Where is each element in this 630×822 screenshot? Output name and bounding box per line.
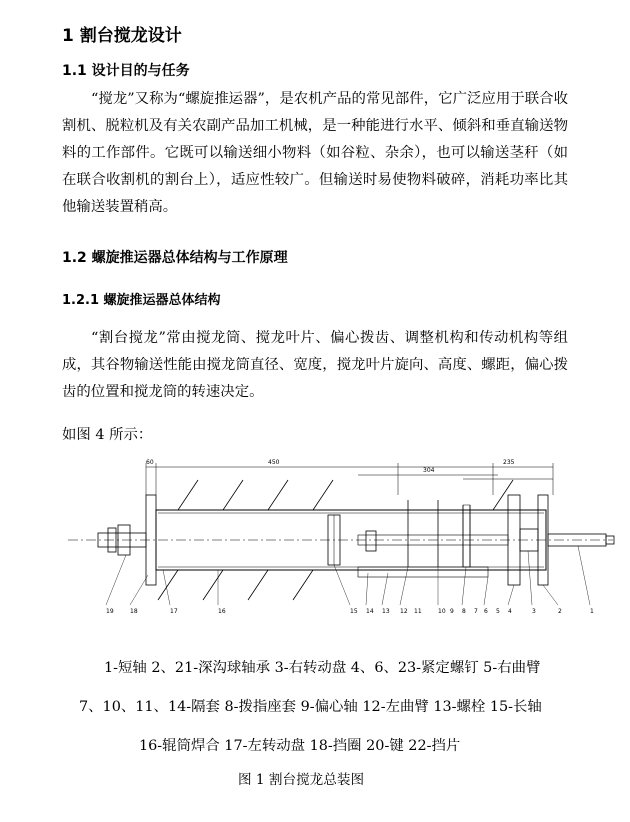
dimension-450: 450 bbox=[268, 459, 280, 466]
dimension-235: 235 bbox=[503, 459, 515, 466]
paragraph-structure: “割台搅龙”常由搅龙筒、搅龙叶片、偏心拨齿、调整机构和传动机构等组成，其谷物输送性能由搅龙筒直径、宽度，搅龙叶片旋向、高度、螺距，偏心拨齿的位置和搅龙筒的转速决定。 bbox=[62, 330, 568, 400]
part-number-label: 11 bbox=[414, 608, 422, 615]
figure-legend-line-3: 16-辊筒焊合 17-左转动盘 18-挡圈 20-键 22-挡片 bbox=[139, 738, 461, 754]
figure-caption: 图 1 割台搅龙总装图 bbox=[238, 772, 365, 788]
part-number-label: 5 bbox=[496, 608, 500, 615]
part-number-label: 12 bbox=[400, 608, 408, 615]
part-number-label: 18 bbox=[130, 608, 138, 615]
part-number-label: 3 bbox=[532, 608, 536, 615]
part-number-label: 14 bbox=[366, 608, 374, 615]
dimension-304: 304 bbox=[423, 467, 435, 474]
paragraph-design-purpose: “搅龙”又称为“螺旋推运器”，是农机产品的常见部件，它广泛应用于联合收割机、脱粒机及有关农副产品加工机械，是一种能进行水平、倾斜和垂直输送物料的工作部件。它既可以输送细小物料（如谷粒、杂余），也可以输送茎秆（如在联合收割机的割台上），适应性较广。但输送时易使物料破碎，消耗功率比其他输送装置稍高。 bbox=[62, 91, 568, 215]
part-number-label: 2 bbox=[558, 608, 562, 615]
part-number-label: 7 bbox=[474, 608, 478, 615]
section-heading-1-1: 1.1 设计目的与任务 bbox=[62, 63, 190, 79]
part-number-label: 1 bbox=[590, 608, 594, 615]
figure-reference: 如图 4 所示： bbox=[62, 427, 153, 443]
part-number-label: 19 bbox=[106, 608, 114, 615]
figure-legend-line-2: 7、10、11、14-隔套 8-拨指座套 9-偏心轴 12-左曲臂 13-螺栓 15-长轴 bbox=[79, 699, 542, 715]
part-number-label: 10 bbox=[438, 608, 446, 615]
part-number-label: 15 bbox=[350, 608, 358, 615]
auger-assembly-drawing bbox=[58, 455, 618, 620]
part-number-label: 6 bbox=[484, 608, 488, 615]
part-number-label: 8 bbox=[462, 608, 466, 615]
section-heading-1-2: 1.2 螺旋推运器总体结构与工作原理 bbox=[62, 250, 288, 266]
figure-legend-line-1: 1-短轴 2、21-深沟球轴承 3-右转动盘 4、6、23-紧定螺钉 5-右曲臂 bbox=[104, 660, 541, 676]
part-number-label: 4 bbox=[508, 608, 512, 615]
dimension-60: 60 bbox=[146, 459, 154, 466]
section-heading-1-2-1: 1.2.1 螺旋推运器总体结构 bbox=[62, 293, 221, 308]
chapter-heading: 1 割台搅龙设计 bbox=[62, 26, 182, 46]
part-number-label: 16 bbox=[218, 608, 226, 615]
part-number-label: 9 bbox=[450, 608, 454, 615]
part-number-label: 17 bbox=[170, 608, 178, 615]
part-number-label: 13 bbox=[382, 608, 390, 615]
